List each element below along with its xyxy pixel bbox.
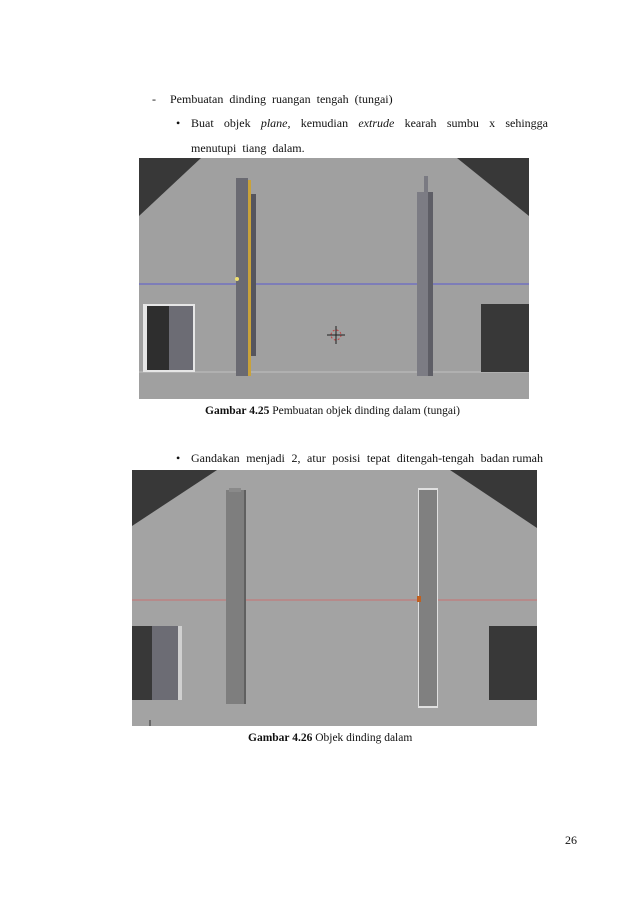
figure-caption-2 xyxy=(248,731,412,745)
word: menjadi xyxy=(246,451,285,465)
word: atur xyxy=(307,451,326,465)
word: posisi xyxy=(332,451,361,465)
bullet-2-text xyxy=(191,451,543,465)
window-left-dark xyxy=(147,306,169,370)
pillar-right xyxy=(419,490,437,706)
bullet-marker-2: • xyxy=(176,451,181,465)
word: kemudian xyxy=(300,116,349,130)
word: sumbu xyxy=(446,116,479,130)
word: Buat xyxy=(191,116,214,130)
word: badan rumah xyxy=(480,451,543,465)
bullet-1-text xyxy=(191,116,548,130)
window-right xyxy=(489,626,537,700)
bullet-marker-1: • xyxy=(176,116,181,130)
viewport-render-1 xyxy=(139,158,529,399)
word: ditengah-tengah xyxy=(396,451,475,465)
section-heading xyxy=(152,92,393,106)
window-right xyxy=(481,304,529,372)
word: sehingga xyxy=(505,116,548,130)
pillar-left xyxy=(226,490,244,704)
figure-4-25-screenshot xyxy=(139,158,529,399)
word: objek xyxy=(223,116,251,130)
figure-caption-1 xyxy=(205,404,460,418)
caption-text: Objek dinding dalam xyxy=(312,732,413,744)
pillar-left xyxy=(236,178,248,376)
caption-label: Gambar 4.26 xyxy=(248,732,313,744)
word-italic: plane, xyxy=(260,116,291,130)
caption-text: Pembuatan objek dinding dalam (tungai) xyxy=(269,405,460,417)
word-italic: extrude xyxy=(358,116,395,130)
word: Gandakan xyxy=(191,451,240,465)
viewport-render-2 xyxy=(132,470,537,726)
page-number: 26 xyxy=(565,833,577,847)
bullet-1-continuation: menutupi tiang dalam. xyxy=(191,141,305,155)
word: 2, xyxy=(291,451,301,465)
dash-marker: - xyxy=(152,92,156,106)
caption-label: Gambar 4.25 xyxy=(205,405,270,417)
section-heading-text: Pembuatan dinding ruangan tengah (tungai) xyxy=(170,92,393,106)
word: x xyxy=(489,116,496,130)
word: kearah xyxy=(404,116,437,130)
word: tepat xyxy=(366,451,391,465)
figure-4-26-screenshot xyxy=(132,470,537,726)
